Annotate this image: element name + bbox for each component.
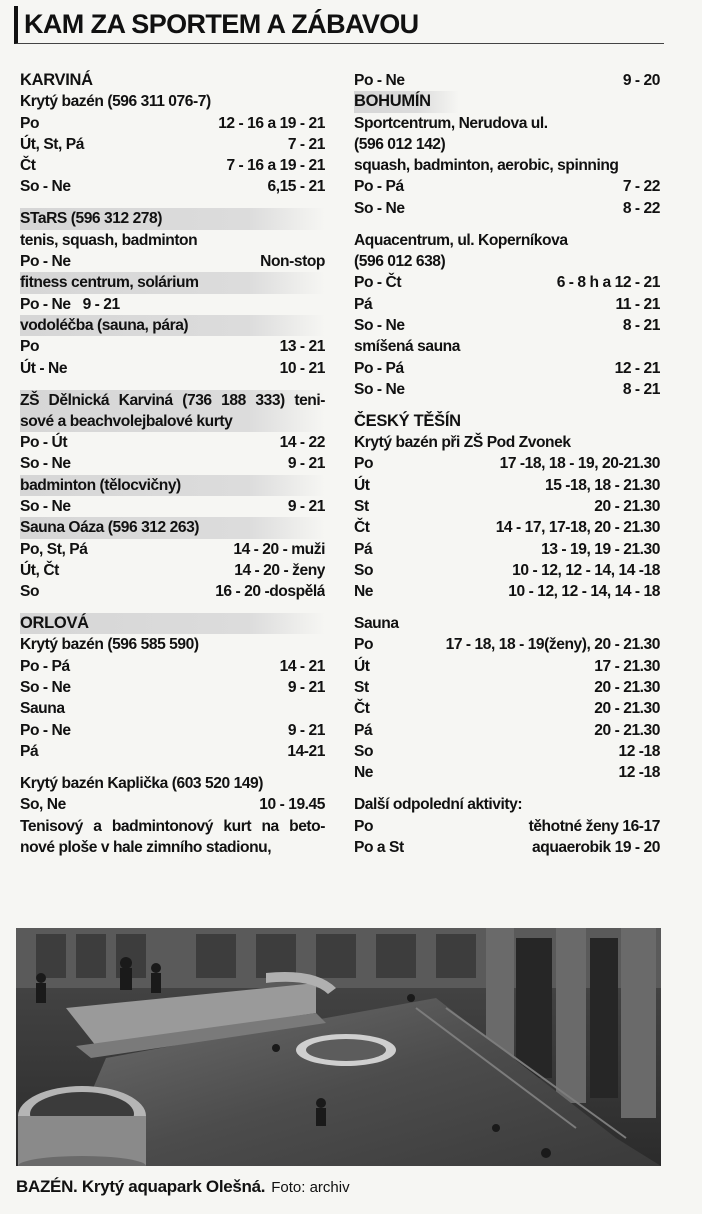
schedule-hours: 6 - 8 h a 12 - 21 xyxy=(556,274,660,292)
schedule-hours: 16 - 20 -dospělá xyxy=(215,583,325,601)
schedule-row xyxy=(20,677,325,698)
aquapark-photo-illustration xyxy=(16,928,661,1166)
schedule-hours: 7 - 16 a 19 - 21 xyxy=(226,157,325,175)
schedule-days: Út, St, Pá xyxy=(20,135,84,153)
info-line xyxy=(354,432,660,453)
schedule-row xyxy=(354,560,660,581)
line-text: KARVINÁ xyxy=(20,71,93,89)
schedule-days: Po xyxy=(20,114,40,132)
schedule-row xyxy=(354,816,660,837)
schedule-days: Čt xyxy=(354,700,370,718)
spacer xyxy=(354,219,660,230)
schedule-row xyxy=(354,741,660,762)
photo-caption xyxy=(16,1176,350,1199)
schedule-days: Po - Ne xyxy=(354,72,405,89)
spacer xyxy=(354,400,660,411)
schedule-row xyxy=(354,176,660,197)
schedule-days: Pá xyxy=(354,721,373,739)
section-heading xyxy=(354,91,459,112)
schedule-hours: 9 - 21 xyxy=(287,679,325,697)
line-text: tenis, squash, badminton xyxy=(20,231,198,249)
info-line xyxy=(354,155,660,176)
info-line xyxy=(20,816,325,837)
schedule-hours: 9 - 21 xyxy=(82,295,120,313)
spacer xyxy=(20,762,325,773)
schedule-row xyxy=(354,453,660,474)
schedule-row xyxy=(20,294,325,315)
info-line xyxy=(354,794,660,815)
schedule-hours: Non-stop xyxy=(260,253,325,271)
line-text: Sauna Oáza (596 312 263) xyxy=(20,519,200,537)
line-text: vodoléčba (sauna, pára) xyxy=(20,316,189,334)
line-text: STaRS (596 312 278) xyxy=(20,210,162,228)
line-text: squash, badminton, aerobic, spinning xyxy=(354,157,619,175)
schedule-hours: 20 - 21.30 xyxy=(594,498,660,516)
schedule-days: Po a St xyxy=(354,838,404,856)
info-line xyxy=(354,134,660,155)
schedule-row xyxy=(354,762,660,783)
schedule-hours: těhotné ženy 16-17 xyxy=(528,817,660,835)
schedule-days: Ne xyxy=(354,583,374,601)
info-line xyxy=(20,517,325,538)
schedule-days: Po xyxy=(20,338,40,356)
page-headline: KAM ZA SPORTEM A ZÁBAVOU xyxy=(14,6,664,44)
spacer xyxy=(354,603,660,614)
schedule-row xyxy=(20,656,325,677)
info-line xyxy=(354,613,660,634)
line-text: fitness centrum, solárium xyxy=(20,274,199,292)
schedule-hours: 9 - 21 xyxy=(287,455,325,473)
schedule-days: Út xyxy=(354,657,370,675)
schedule-days: So - Ne xyxy=(20,455,71,473)
schedule-days: So - Ne xyxy=(20,498,71,516)
section-heading xyxy=(20,70,325,91)
line-text: sové a beachvolejbalové kurty xyxy=(20,412,233,430)
schedule-days: So, Ne xyxy=(20,796,66,814)
schedule-hours: 14 - 21 xyxy=(279,657,325,675)
line-text: BOHUMÍN xyxy=(354,92,431,111)
line-text: badminton (tělocvičny) xyxy=(20,476,181,494)
schedule-days: So - Ne xyxy=(20,679,71,697)
info-line xyxy=(20,91,325,112)
line-text: (596 012 142) xyxy=(354,135,446,153)
caption-credit: Foto: archiv xyxy=(271,1179,350,1196)
schedule-hours: 13 - 19, 19 - 21.30 xyxy=(541,540,660,558)
line-text: Krytý bazén (596 311 076-7) xyxy=(20,93,211,111)
schedule-days: Po xyxy=(354,455,374,473)
schedule-hours: 12 -18 xyxy=(618,742,660,760)
line-text: ZŠ Dělnická Karviná (736 188 333) teni- xyxy=(20,391,325,409)
schedule-hours: 11 - 21 xyxy=(615,295,660,313)
schedule-hours: 10 - 12, 12 - 14, 14 - 18 xyxy=(508,583,660,601)
schedule-row xyxy=(354,294,660,315)
schedule-hours: 9 - 21 xyxy=(287,721,325,739)
info-line xyxy=(354,113,660,134)
schedule-row xyxy=(20,432,325,453)
schedule-days: Po - Pá xyxy=(20,657,70,675)
schedule-hours: 20 - 21.30 xyxy=(594,679,660,697)
line-text: Krytý bazén při ZŠ Pod Zvonek xyxy=(354,434,571,452)
schedule-days: Čt xyxy=(354,519,370,537)
schedule-hours: 14 - 22 xyxy=(279,434,325,452)
schedule-days: So xyxy=(20,583,40,601)
line-text: smíšená sauna xyxy=(354,338,460,356)
caption-title: BAZÉN. Krytý aquapark Olešná. xyxy=(16,1177,266,1196)
schedule-days: Út, Čt xyxy=(20,561,59,579)
info-line xyxy=(20,315,325,336)
schedule-hours: 20 - 21.30 xyxy=(594,721,660,739)
schedule-hours: 8 - 22 xyxy=(622,199,660,217)
schedule-row xyxy=(20,155,325,176)
schedule-days: Pá xyxy=(20,742,39,760)
schedule-row xyxy=(354,517,660,538)
info-line xyxy=(20,411,325,432)
schedule-days: So - Ne xyxy=(354,380,405,398)
schedule-hours: 14 - 20 - ženy xyxy=(234,561,325,579)
section-heading xyxy=(354,411,660,432)
schedule-row xyxy=(20,496,325,517)
line-text: Krytý bazén Kaplička (603 520 149) xyxy=(20,774,264,792)
info-line xyxy=(20,837,325,858)
schedule-days: St xyxy=(354,679,369,697)
schedule-days: Po - Út xyxy=(20,434,68,452)
schedule-days: Ne xyxy=(354,764,374,782)
section-heading xyxy=(20,613,325,634)
line-text: Sauna xyxy=(354,615,399,633)
left-listings-column xyxy=(20,70,325,858)
schedule-hours: 7 - 22 xyxy=(622,178,660,196)
line-text: Tenisový a badmintonový kurt na beto- xyxy=(20,817,325,835)
line-text: Sportcentrum, Nerudova ul. xyxy=(354,114,548,132)
schedule-row xyxy=(354,656,660,677)
schedule-hours: 15 -18, 18 - 21.30 xyxy=(544,476,660,494)
schedule-days: Po - Ne xyxy=(20,721,71,739)
line-text: ORLOVÁ xyxy=(20,614,89,633)
schedule-row xyxy=(354,837,660,858)
schedule-days: Pá xyxy=(354,540,373,558)
schedule-row xyxy=(20,741,325,762)
info-line xyxy=(20,773,325,794)
schedule-hours: 12 -18 xyxy=(618,764,660,782)
line-text: Krytý bazén (596 585 590) xyxy=(20,636,199,654)
schedule-row xyxy=(20,358,325,379)
schedule-days: So xyxy=(354,561,374,579)
schedule-days: Út xyxy=(354,476,370,494)
schedule-days: Po - Pá xyxy=(354,359,404,377)
line-text: Aquacentrum, ul. Koperníkova xyxy=(354,231,568,249)
schedule-row xyxy=(20,113,325,134)
spacer xyxy=(20,198,325,209)
schedule-hours: 17 - 21.30 xyxy=(594,657,660,675)
schedule-hours: 10 - 21 xyxy=(279,359,325,377)
schedule-row xyxy=(354,358,660,379)
schedule-row xyxy=(354,70,660,91)
schedule-days: Po - Ne xyxy=(20,295,71,313)
schedule-days: Po xyxy=(354,817,374,835)
info-line xyxy=(20,634,325,655)
schedule-row xyxy=(354,496,660,517)
info-line xyxy=(20,272,325,293)
line-text: Další odpolední aktivity: xyxy=(354,796,523,814)
info-line xyxy=(20,230,325,251)
schedule-hours: 14 - 17, 17-18, 20 - 21.30 xyxy=(495,519,660,537)
schedule-days: Po xyxy=(354,636,374,654)
schedule-row xyxy=(354,272,660,293)
schedule-hours: 17 - 18, 18 - 19(ženy), 20 - 21.30 xyxy=(445,636,660,654)
info-line xyxy=(354,251,660,272)
schedule-row xyxy=(20,336,325,357)
schedule-row xyxy=(20,581,325,602)
info-line xyxy=(20,475,325,496)
schedule-days: Po - Čt xyxy=(354,274,402,292)
schedule-hours: 7 - 21 xyxy=(287,135,325,153)
line-text: Sauna xyxy=(20,700,65,718)
schedule-hours: 14-21 xyxy=(287,742,325,760)
info-line xyxy=(20,390,325,411)
schedule-days: Po, St, Pá xyxy=(20,540,88,558)
schedule-row xyxy=(20,560,325,581)
schedule-days: Út - Ne xyxy=(20,359,68,377)
schedule-hours: 8 - 21 xyxy=(622,380,660,398)
schedule-row xyxy=(20,251,325,272)
schedule-hours: 10 - 12, 12 - 14, 14 -18 xyxy=(512,561,660,579)
schedule-hours: 10 - 19.45 xyxy=(259,796,325,814)
schedule-row xyxy=(20,453,325,474)
schedule-days: Pá xyxy=(354,295,373,313)
schedule-days: So - Ne xyxy=(354,199,405,217)
schedule-row xyxy=(354,698,660,719)
right-listings-column xyxy=(354,70,660,858)
schedule-days: So xyxy=(354,742,374,760)
schedule-hours: 13 - 21 xyxy=(279,338,325,356)
schedule-hours: 12 - 21 xyxy=(614,359,660,377)
schedule-hours: 9 - 21 xyxy=(287,498,325,516)
line-text: ČESKÝ TĚŠÍN xyxy=(354,411,461,430)
schedule-days: So - Ne xyxy=(354,316,405,334)
spacer xyxy=(354,784,660,795)
schedule-days: Čt xyxy=(20,157,36,175)
info-line xyxy=(20,698,325,719)
schedule-row xyxy=(20,134,325,155)
schedule-row xyxy=(354,379,660,400)
schedule-hours: 20 - 21.30 xyxy=(594,700,660,718)
spacer xyxy=(20,603,325,614)
schedule-hours: 6,15 - 21 xyxy=(267,178,325,196)
line-text: (596 012 638) xyxy=(354,253,446,271)
schedule-hours: 14 - 20 - muži xyxy=(233,540,325,558)
schedule-hours: 9 - 20 xyxy=(622,72,660,89)
schedule-hours: 17 -18, 18 - 19, 20-21.30 xyxy=(499,455,660,473)
schedule-row xyxy=(20,176,325,197)
schedule-row xyxy=(20,794,325,815)
schedule-row xyxy=(354,539,660,560)
schedule-row xyxy=(354,198,660,219)
schedule-hours: 12 - 16 a 19 - 21 xyxy=(218,114,325,132)
line-text: nové ploše v hale zimního stadionu, xyxy=(20,838,272,856)
schedule-row xyxy=(354,634,660,655)
schedule-days: St xyxy=(354,498,369,516)
info-line xyxy=(354,336,660,357)
spacer xyxy=(20,379,325,390)
schedule-days: So - Ne xyxy=(20,178,71,196)
schedule-row xyxy=(354,315,660,336)
info-line xyxy=(354,230,660,251)
schedule-row xyxy=(354,677,660,698)
schedule-days: Po - Pá xyxy=(354,178,404,196)
schedule-row xyxy=(20,539,325,560)
schedule-row xyxy=(354,475,660,496)
schedule-row xyxy=(354,720,660,741)
schedule-row xyxy=(20,720,325,741)
schedule-row xyxy=(354,581,660,602)
schedule-days: Po - Ne xyxy=(20,253,71,271)
info-line xyxy=(20,208,325,229)
schedule-hours: aquaerobik 19 - 20 xyxy=(532,838,660,856)
schedule-hours: 8 - 21 xyxy=(622,316,660,334)
aquapark-photo xyxy=(16,928,661,1166)
